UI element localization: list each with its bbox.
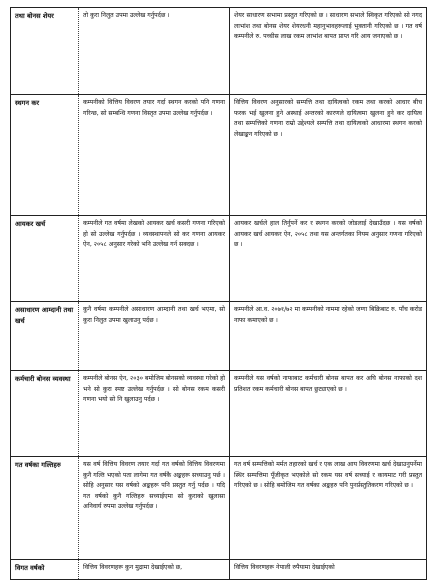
table-row (11, 8, 427, 95)
row-topic: गत वर्षका गल्तिहरु (11, 457, 79, 560)
table-row (11, 95, 427, 216)
row-topic: असाधारण आम्दानी तथा खर्च (11, 302, 79, 371)
table-row (11, 302, 427, 371)
row-company-note: शेयर साधारण सभामा प्रस्तुत गरिएको छ । साधारण सभाले स्विकृत गरिएको सो नगद लाभांश तथा बोनस शेयर शेयरधनी महानुभावहरूलाई भुक्तानी गरिएको छ । गत वर्ष कम्पनीले रु. पच्चीस लाख रकम लाभांश बापत प्राप्त गरि आय जनाएको छ । (230, 8, 427, 95)
row-topic: स्थगन कर (11, 95, 79, 216)
row-company-note: वित्तिय विवरण अनुसारको सम्पत्ति तथा दायित्वको रकम तथा करको आधार बीच फरक भई खुलना हुने अस्थाई अन्तरको कारणले दायित्वमा खुलना हुने कर दायित्व तथा सम्पत्तिको गणना राम्रो उद्देश्यले सम्पत्ति तथा दायित्वको आधारमा स्थगन करको लेखाङ्कन गरिएको छ । (230, 95, 427, 216)
row-description: कम्पनीको वित्तिय विवरण तयार गर्दा स्थगन करको पनि गणना गरिन्छ, सो सम्बन्धि गणना विस्तृत उपमा उल्लेख गर्नुपर्दछ । (79, 95, 230, 216)
row-description: कुनै वर्षमा कम्पनीले असाधारण आम्दानी तथा खर्च भएमा, सो कुरा निलुत उपमा खुलाउनु पर्दछ । (79, 302, 230, 371)
row-description: कम्पनीले बोनस ऐन, २०३० बमोजिम बोनसको व्यवस्था गरेको हो भने सो कुरा स्पष्ट उल्लेख गर्नुपर्दछ । सो बोनस रकम कसरी गणना भयो सो नि खुलाउनु पर्दछ । (79, 371, 230, 457)
row-description: यस वर्ष वित्तिय विवरण तयार गर्दा गत वर्षको वित्तिय विवरणमा कुनै गल्ति भएको पता लागेमा गत वर्षकै अङ्कहरू सच्याउनु पर्छ । सोहि अनुसार यस वर्षको अङ्कहरू पनि प्रस्तुत गर्नु पर्दछ । यदि गत वर्षको कुनै गल्तिहरु सच्याईएमा सो कुराको खुलासा अनिवार्य रुपमा उल्लेख गर्नुपर्दछ । (79, 457, 230, 560)
table-row (11, 560, 427, 580)
row-company-note: आयकर खर्चले हाल तिर्नुपर्ने कर र स्थगन करको जोडलाई देखाउँदछ । यस वर्षको आयकर खर्च आयकर ऐन, २०५८ तथा यस अन्तर्गतका नियम अनुसार गणना गरिएको छ । (230, 216, 427, 302)
row-company-note: वित्तिय विवरणहरू नेपाली रुपैयामा देखाईएको (230, 560, 427, 580)
row-company-note: कम्पनीले यस वर्षको नाफाबाट कर्मचारी बोनस बापत कर अघि बोनस नाफाको दश प्रतिशत रकम कर्मचारी बोनस बापत छुट्याएको छ । (230, 371, 427, 457)
table-row (11, 457, 427, 560)
row-company-note: कम्पनीले आ.व. २०७१/७२ मा कम्पनीको नाममा रहेको जग्गा बिक्रिबाट रु. पाँच करोड नाफा कमाएको छ । (230, 302, 427, 371)
row-topic: आयकर खर्च (11, 216, 79, 302)
table-row (11, 371, 427, 457)
row-topic: विगत वर्षको (11, 560, 79, 580)
row-description: तो कुरा निलुत उपमा उल्लेख गर्नुपर्दछ । (79, 8, 230, 95)
table-row (11, 216, 427, 302)
row-description: वित्तिय विवरणहरू कुन मुद्रामा देखाईएको छ, (79, 560, 230, 580)
row-topic: तथा बोनस शेयर (11, 8, 79, 95)
row-description: कम्पनीले गत वर्षमा लेखको आयकर खर्च कसरी गणना गरिएको हो सो उल्लेख गर्नुपर्दछ । व्यवस्थापनले सो कर गणना आयकर ऐन, २०५८ अनुसार गरेको भनि उल्लेख गर्न सक्दछ । (79, 216, 230, 302)
row-topic: कर्मचारी बोनस व्यवस्था (11, 371, 79, 457)
row-company-note: गत वर्ष सम्पत्तिको मर्मत तहारको खर्च र एक लाख आय विवरणमा खर्च देखाउनुपर्नेमा स्थिर सम्पत्तिमा पूँजीकृत भएकोले सो रकम यस वर्ष सच्याई र कायमाट गरी प्रस्तुत गरिएको छ । सोहि बमोजिम गत वर्षका अङ्कहरु पनि पुनर्प्रस्तुतिकरण गरिएको छ । (230, 457, 427, 560)
notes-table (10, 7, 427, 580)
